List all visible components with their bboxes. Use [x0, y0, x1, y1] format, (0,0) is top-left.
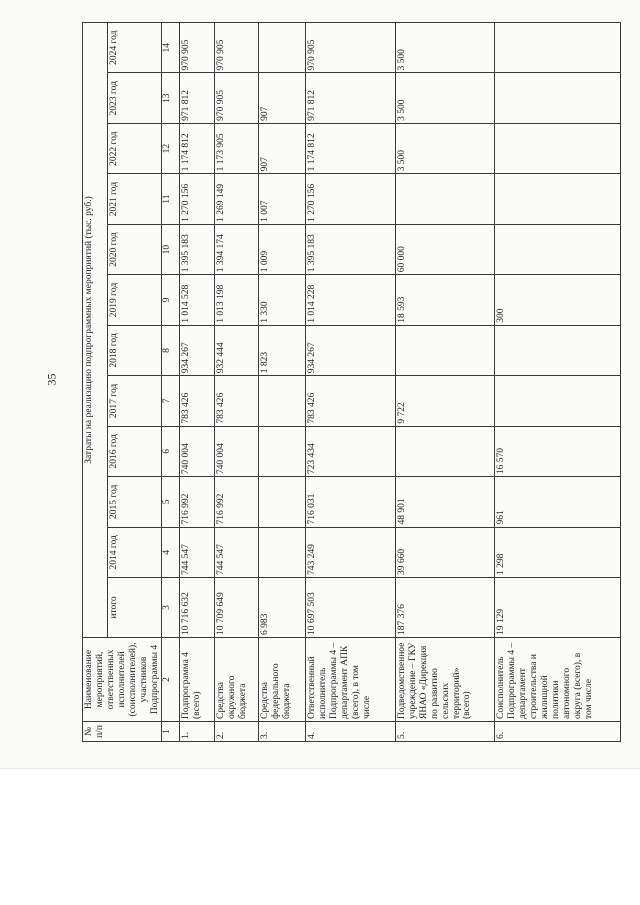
- row-name: Подпрограмма 4 (всего): [179, 638, 214, 722]
- row-number: 5.: [395, 722, 494, 742]
- row-year-value: 970 905: [214, 23, 258, 73]
- row-year-value: 907: [259, 123, 306, 173]
- header-year: 2024 год: [107, 23, 162, 73]
- row-year-value: [395, 174, 494, 224]
- col-number: 4: [162, 527, 179, 577]
- column-number-row: [162, 23, 179, 742]
- rotated-table-container: [82, 22, 606, 742]
- row-year-value: 1 330: [259, 275, 306, 325]
- header-year: 2015 год: [107, 477, 162, 527]
- row-year-value: [259, 477, 306, 527]
- row-year-value: 1 007: [259, 174, 306, 224]
- row-year-value: 970 905: [179, 23, 214, 73]
- row-year-value: [259, 426, 306, 476]
- header-year: 2021 год: [107, 174, 162, 224]
- page-number: 35: [44, 373, 59, 386]
- row-year-value: 18 593: [395, 275, 494, 325]
- table-row: [259, 23, 306, 742]
- header-year: 2022 год: [107, 123, 162, 173]
- col-number: 12: [162, 123, 179, 173]
- row-year-value: 970 905: [306, 23, 396, 73]
- row-total: 187 376: [395, 578, 494, 638]
- row-year-value: 970 905: [214, 73, 258, 123]
- header-year: 2016 год: [107, 426, 162, 476]
- table-row: [395, 23, 494, 742]
- col-number: 3: [162, 578, 179, 638]
- row-number: 4.: [306, 722, 396, 742]
- row-year-value: 16 570: [495, 426, 621, 476]
- row-year-value: 740 004: [179, 426, 214, 476]
- row-year-value: 3 500: [395, 23, 494, 73]
- row-year-value: 1 395 183: [306, 224, 396, 274]
- row-number: 2.: [214, 722, 258, 742]
- header-year: 2017 год: [107, 376, 162, 426]
- row-year-value: [495, 73, 621, 123]
- row-year-value: 1 174 812: [306, 123, 396, 173]
- row-year-value: 1 269 149: [214, 174, 258, 224]
- col-number: 1: [162, 722, 179, 742]
- table-row: [306, 23, 396, 742]
- col-number: 5: [162, 477, 179, 527]
- row-year-value: 1 394 174: [214, 224, 258, 274]
- table-row: [495, 23, 621, 742]
- table-row: [214, 23, 258, 742]
- col-number: 7: [162, 376, 179, 426]
- row-year-value: [259, 527, 306, 577]
- row-year-value: [395, 426, 494, 476]
- row-year-value: 740 004: [214, 426, 258, 476]
- col-number: 2: [162, 638, 179, 722]
- col-number: 9: [162, 275, 179, 325]
- row-year-value: 1 014 528: [179, 275, 214, 325]
- row-year-value: 48 901: [395, 477, 494, 527]
- row-year-value: 744 547: [214, 527, 258, 577]
- col-number: 8: [162, 325, 179, 375]
- row-year-value: 3 500: [395, 73, 494, 123]
- row-year-value: [495, 174, 621, 224]
- row-year-value: 9 722: [395, 376, 494, 426]
- header-year: 2014 год: [107, 527, 162, 577]
- row-year-value: 1 298: [495, 527, 621, 577]
- row-year-value: [259, 23, 306, 73]
- header-year: 2020 год: [107, 224, 162, 274]
- row-year-value: 783 426: [306, 376, 396, 426]
- row-year-value: 961: [495, 477, 621, 527]
- row-name: Ответственный исполнитель Подпрограммы 4 – департамент АПК (всего), в том числе: [306, 638, 396, 722]
- row-year-value: [495, 376, 621, 426]
- header-name: Наименование мероприятий, ответственных исполнителей (соисполнителей), участников Подпрограммы 4: [83, 638, 162, 722]
- row-year-value: 1 823: [259, 325, 306, 375]
- header-total: итого: [107, 578, 162, 638]
- row-year-value: 1 014 228: [306, 275, 396, 325]
- header-year: 2019 год: [107, 275, 162, 325]
- row-year-value: 1 395 183: [179, 224, 214, 274]
- row-year-value: 1 270 156: [306, 174, 396, 224]
- row-year-value: 1 270 156: [179, 174, 214, 224]
- row-year-value: 907: [259, 73, 306, 123]
- header-no: № п/п: [83, 722, 162, 742]
- row-year-value: 300: [495, 275, 621, 325]
- row-year-value: 743 249: [306, 527, 396, 577]
- row-year-value: 716 031: [306, 477, 396, 527]
- row-year-value: 716 992: [179, 477, 214, 527]
- row-name: Соисполнитель Подпрограммы 4 – департамент строительства и жилищной политики автономного округа (всего), в том числе: [495, 638, 621, 722]
- row-year-value: 1 013 198: [214, 275, 258, 325]
- row-total: 6 983: [259, 578, 306, 638]
- row-number: 3.: [259, 722, 306, 742]
- row-year-value: 744 547: [179, 527, 214, 577]
- col-number: 13: [162, 73, 179, 123]
- row-year-value: 3 500: [395, 123, 494, 173]
- row-year-value: 783 426: [179, 376, 214, 426]
- row-year-value: 971 812: [179, 73, 214, 123]
- header-costs: Затраты на реализацию подпрограммных мероприятий (тыс. руб.): [83, 23, 108, 638]
- row-year-value: 971 812: [306, 73, 396, 123]
- row-year-value: [495, 224, 621, 274]
- row-year-value: 1 174 812: [179, 123, 214, 173]
- row-year-value: 932 444: [214, 325, 258, 375]
- row-year-value: 39 660: [395, 527, 494, 577]
- row-year-value: 1 009: [259, 224, 306, 274]
- table-row: [179, 23, 214, 742]
- row-year-value: [495, 23, 621, 73]
- budget-table: [82, 22, 621, 742]
- row-total: 10 697 503: [306, 578, 396, 638]
- row-year-value: [495, 325, 621, 375]
- col-number: 14: [162, 23, 179, 73]
- header-years-row: [107, 23, 162, 742]
- row-year-value: 60 000: [395, 224, 494, 274]
- row-name: Средства окружного бюджета: [214, 638, 258, 722]
- row-total: 10 716 632: [179, 578, 214, 638]
- header-year: 2018 год: [107, 325, 162, 375]
- header-year: 2023 год: [107, 73, 162, 123]
- row-year-value: 934 267: [306, 325, 396, 375]
- row-number: 6.: [495, 722, 621, 742]
- row-total: 19 129: [495, 578, 621, 638]
- row-year-value: 716 992: [214, 477, 258, 527]
- col-number: 6: [162, 426, 179, 476]
- row-year-value: 723 434: [306, 426, 396, 476]
- row-year-value: [395, 325, 494, 375]
- row-year-value: [495, 123, 621, 173]
- col-number: 11: [162, 174, 179, 224]
- row-year-value: 934 267: [179, 325, 214, 375]
- row-name: Подведомственное учреждение – ГКУ ЯНАО «Дирекция по развитию сельских территорий» (всего): [395, 638, 494, 722]
- row-year-value: [259, 376, 306, 426]
- row-name: Средства федерального бюджета: [259, 638, 306, 722]
- col-number: 10: [162, 224, 179, 274]
- row-year-value: 1 173 905: [214, 123, 258, 173]
- row-total: 10 709 649: [214, 578, 258, 638]
- row-number: 1.: [179, 722, 214, 742]
- row-year-value: 783 426: [214, 376, 258, 426]
